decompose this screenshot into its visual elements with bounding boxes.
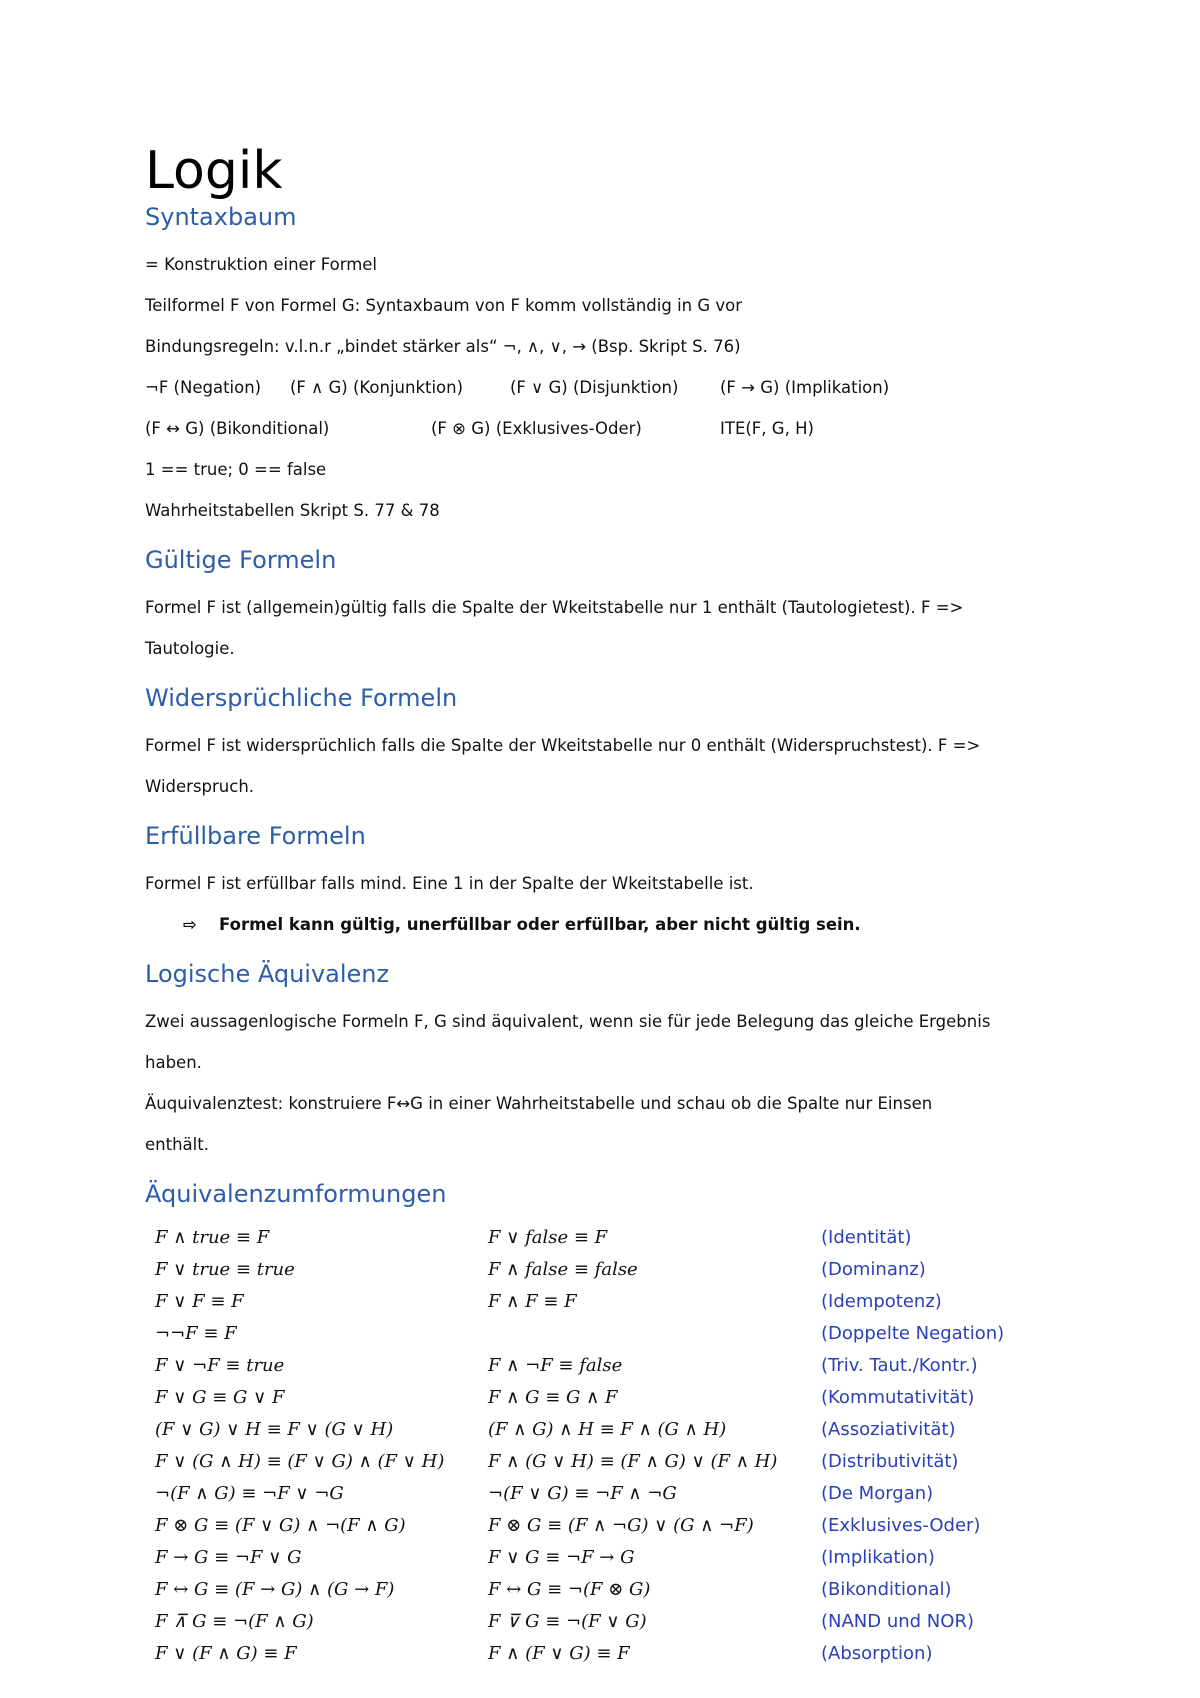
table-row: [155, 1317, 1004, 1349]
left-formula: (F ∨ G) ∨ H ≡ F ∨ (G ∨ H): [155, 1418, 394, 1440]
paragraph: Äuquivalenztest: konstruiere F↔G in einer Wahrheitstabelle und schau ob die Spalte nur Einsen: [145, 1094, 933, 1113]
heading-logische-aequivalenz: Logische Äquivalenz: [145, 960, 390, 988]
left-formula: F ∨ (F ∧ G) ≡ F: [155, 1642, 297, 1664]
operator-disjunction: (F ∨ G) (Disjunktion): [510, 378, 679, 397]
heading-aequivalenzumformungen: Äquivalenzumformungen: [145, 1180, 447, 1208]
law-name: (Assoziativität): [821, 1418, 956, 1440]
law-name: (Kommutativität): [821, 1386, 975, 1408]
paragraph: Formel F ist widersprüchlich falls die Spalte der Wkeitstabelle nur 0 enthält (Widerspruchstest). F =>: [145, 736, 981, 755]
operator-biconditional: (F ↔ G) (Bikonditional): [145, 419, 330, 438]
left-formula: F ⊼ G ≡ ¬(F ∧ G): [155, 1610, 314, 1632]
paragraph: Tautologie.: [145, 639, 235, 658]
paragraph: enthält.: [145, 1135, 209, 1154]
paragraph: Widerspruch.: [145, 777, 255, 796]
table-row: [155, 1253, 1004, 1285]
heading-erfuellbare-formeln: Erfüllbare Formeln: [145, 822, 366, 850]
table-row: [155, 1541, 1004, 1573]
left-formula: F ↔ G ≡ (F → G) ∧ (G → F): [155, 1578, 395, 1600]
right-formula: ¬(F ∨ G) ≡ ¬F ∧ ¬G: [488, 1482, 677, 1504]
left-formula: F ∨ F ≡ F: [155, 1290, 244, 1312]
table-row: [155, 1221, 1004, 1253]
document-body: [145, 140, 1075, 1669]
law-name: (Bikonditional): [821, 1578, 952, 1600]
right-formula: F ∧ false ≡ false: [488, 1258, 638, 1280]
right-formula: F ⊽ G ≡ ¬(F ∨ G): [488, 1610, 647, 1632]
conclusion-text: Formel kann gültig, unerfüllbar oder erfüllbar, aber nicht gültig sein.: [219, 915, 861, 934]
law-name: (Dominanz): [821, 1258, 926, 1280]
arrow-right-icon: ⇨: [183, 915, 197, 934]
right-formula: [488, 1317, 821, 1349]
operators-row-1: [145, 367, 1075, 408]
right-formula: F ∧ ¬F ≡ false: [488, 1354, 623, 1376]
operator-negation: ¬F (Negation): [145, 378, 262, 397]
operator-xor: (F ⊗ G) (Exklusives-Oder): [431, 419, 642, 438]
law-name: (Identität): [821, 1226, 912, 1248]
table-row: [155, 1509, 1004, 1541]
left-formula: F ∧ true ≡ F: [155, 1226, 270, 1248]
law-name: (Absorption): [821, 1642, 933, 1664]
table-row: [155, 1381, 1004, 1413]
table-row: [155, 1413, 1004, 1445]
operator-conjunction: (F ∧ G) (Konjunktion): [290, 378, 464, 397]
left-formula: F ⊗ G ≡ (F ∨ G) ∧ ¬(F ∧ G): [155, 1514, 406, 1536]
table-row: [155, 1477, 1004, 1509]
left-formula: F ∨ G ≡ G ∨ F: [155, 1386, 285, 1408]
operators-row-2: [145, 408, 1075, 449]
heading-gueltige-formeln: Gültige Formeln: [145, 546, 337, 574]
right-formula: F ∧ G ≡ G ∧ F: [488, 1386, 618, 1408]
law-name: (Implikation): [821, 1546, 935, 1568]
paragraph: Zwei aussagenlogische Formeln F, G sind äquivalent, wenn sie für jede Belegung das gleiche Ergebnis: [145, 1012, 991, 1031]
right-formula: F ∧ (G ∨ H) ≡ (F ∧ G) ∨ (F ∧ H): [488, 1450, 778, 1472]
right-formula: F ⊗ G ≡ (F ∧ ¬G) ∨ (G ∧ ¬F): [488, 1514, 754, 1536]
law-name: (Triv. Taut./Kontr.): [821, 1354, 978, 1376]
heading-syntaxbaum: Syntaxbaum: [145, 203, 297, 231]
paragraph: Formel F ist (allgemein)gültig falls die Spalte der Wkeitstabelle nur 1 enthält (Tautologietest). F =>: [145, 598, 964, 617]
left-formula: F → G ≡ ¬F ∨ G: [155, 1546, 302, 1568]
table-row: [155, 1573, 1004, 1605]
right-formula: F ∨ G ≡ ¬F → G: [488, 1546, 635, 1568]
right-formula: F ∨ false ≡ F: [488, 1226, 608, 1248]
left-formula: ¬(F ∧ G) ≡ ¬F ∨ ¬G: [155, 1482, 344, 1504]
left-formula: F ∨ (G ∧ H) ≡ (F ∨ G) ∧ (F ∨ H): [155, 1450, 445, 1472]
left-formula: ¬¬F ≡ F: [155, 1322, 237, 1344]
heading-widerspruechliche-formeln: Widersprüchliche Formeln: [145, 684, 458, 712]
paragraph: = Konstruktion einer Formel: [145, 255, 378, 274]
right-formula: F ∧ (F ∨ G) ≡ F: [488, 1642, 630, 1664]
law-name: (NAND und NOR): [821, 1610, 974, 1632]
left-formula: F ∨ ¬F ≡ true: [155, 1354, 285, 1376]
law-name: (Doppelte Negation): [821, 1322, 1005, 1344]
law-name: (Exklusives-Oder): [821, 1514, 981, 1536]
table-row: [155, 1637, 1004, 1669]
paragraph: Bindungsregeln: v.l.n.r „bindet stärker als“ ¬, ∧, ∨, → (Bsp. Skript S. 76): [145, 337, 741, 356]
right-formula: F ↔ G ≡ ¬(F ⊗ G): [488, 1578, 651, 1600]
conclusion: [145, 904, 1075, 945]
table-row: [155, 1285, 1004, 1317]
operator-ite: ITE(F, G, H): [720, 419, 814, 438]
page-title: Logik: [145, 141, 283, 201]
law-name: (De Morgan): [821, 1482, 934, 1504]
paragraph: Wahrheitstabellen Skript S. 77 & 78: [145, 501, 440, 520]
law-name: (Distributivität): [821, 1450, 959, 1472]
operator-implication: (F → G) (Implikation): [720, 378, 890, 397]
equivalence-table: [155, 1221, 1004, 1669]
table-row: [155, 1445, 1004, 1477]
right-formula: (F ∧ G) ∧ H ≡ F ∧ (G ∧ H): [488, 1418, 727, 1440]
paragraph: 1 == true; 0 == false: [145, 460, 327, 479]
left-formula: F ∨ true ≡ true: [155, 1258, 295, 1280]
right-formula: F ∧ F ≡ F: [488, 1290, 577, 1312]
paragraph: haben.: [145, 1053, 202, 1072]
law-name: (Idempotenz): [821, 1290, 942, 1312]
table-row: [155, 1349, 1004, 1381]
paragraph: Teilformel F von Formel G: Syntaxbaum von F komm vollständig in G vor: [145, 296, 743, 315]
paragraph: Formel F ist erfüllbar falls mind. Eine 1 in der Spalte der Wkeitstabelle ist.: [145, 874, 754, 893]
table-row: [155, 1605, 1004, 1637]
